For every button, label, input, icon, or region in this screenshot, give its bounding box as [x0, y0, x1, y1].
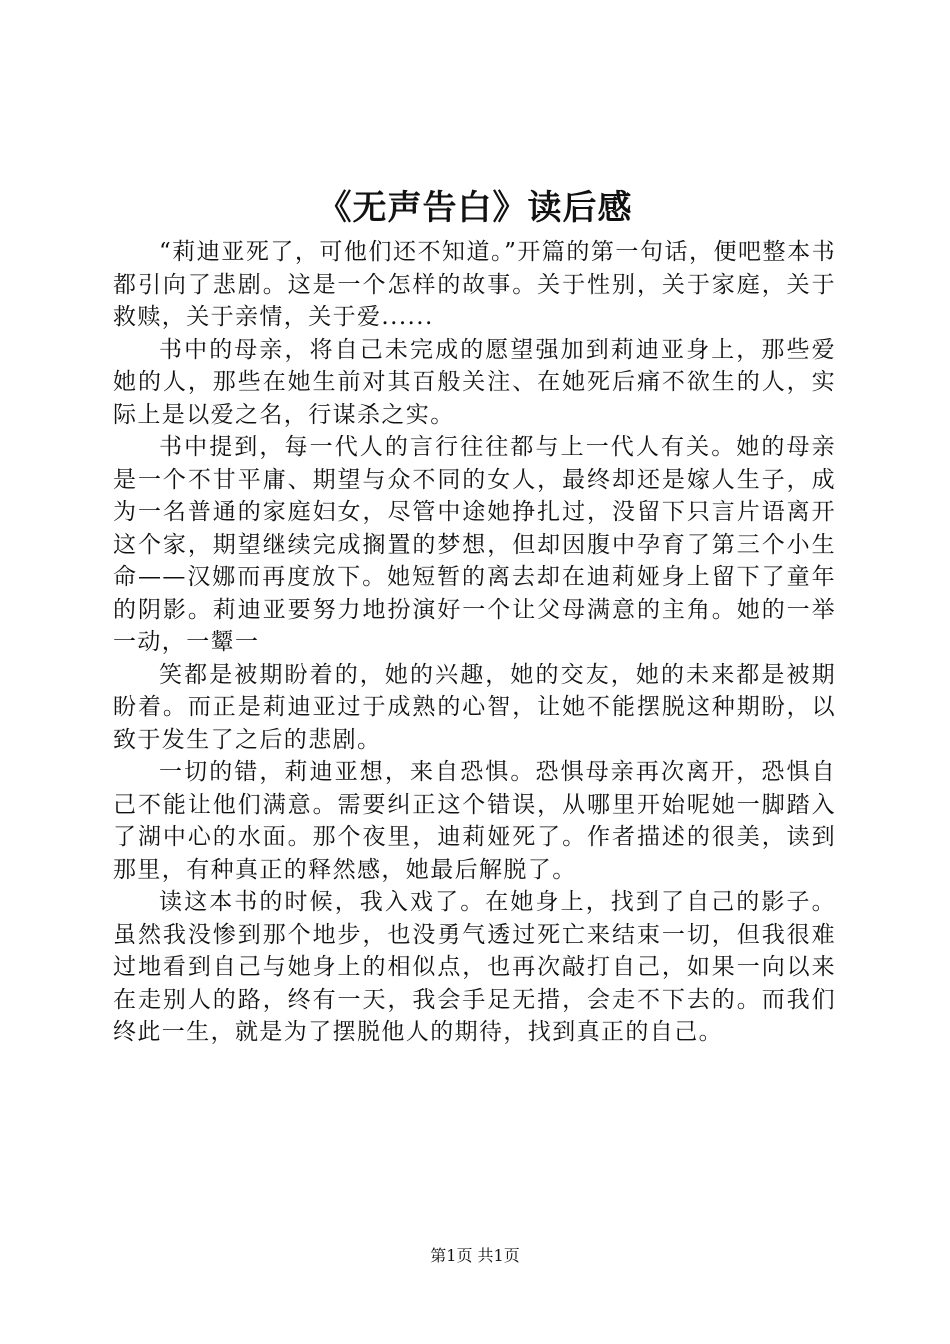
page-footer: 第1页 共1页 [430, 1246, 520, 1265]
document-body [113, 236, 836, 1049]
paragraph: 书中的母亲，将自己未完成的愿望强加到莉迪亚身上，那些爱她的人，那些在她生前对其百般关注、在她死后痛不欲生的人，实际上是以爱之名，行谋杀之实。 [113, 336, 836, 428]
paragraph: 笑都是被期盼着的，她的兴趣，她的交友，她的未来都是被期盼着。而正是莉迪亚过于成熟的心智，让她不能摆脱这种期盼，以致于发生了之后的悲剧。 [113, 661, 836, 753]
document-title: 《无声告白》读后感 [317, 188, 633, 228]
paragraph: 读这本书的时候，我入戏了。在她身上，找到了自己的影子。虽然我没惨到那个地步，也没勇气透过死亡来结束一切，但我很难过地看到自己与她身上的相似点，也再次敲打自己，如果一向以来在走别人的路，终有一天，我会手足无措，会走不下去的。而我们终此一生，就是为了摆脱他人的期待，找到真正的自己。 [113, 889, 836, 1045]
paragraph: 一切的错，莉迪亚想，来自恐惧。恐惧母亲再次离开，恐惧自己不能让他们满意。需要纠正这个错误，从哪里开始呢她一脚踏入了湖中心的水面。那个夜里，迪莉娅死了。作者描述的很美，读到那里，有种真正的释然感，她最后解脱了。 [113, 759, 836, 883]
paragraph: 书中提到，每一代人的言行往往都与上一代人有关。她的母亲是一个不甘平庸、期望与众不同的女人，最终却还是嫁人生子，成为一名普通的家庭妇女，尽管中途她挣扎过，没留下只言片语离开这个家，期望继续完成搁置的梦想，但却因腹中孕育了第三个小生命——汉娜而再度放下。她短暂的离去却在迪莉娅身上留下了童年的阴影。莉迪亚要努力地扮演好一个让父母满意的主角。她的一举一动，一颦一 [113, 434, 836, 655]
paragraph: “莉迪亚死了，可他们还不知道。”开篇的第一句话，便吧整本书都引向了悲剧。这是一个怎样的故事。关于性别，关于家庭，关于救赎，关于亲情，关于爱...... [113, 239, 836, 330]
